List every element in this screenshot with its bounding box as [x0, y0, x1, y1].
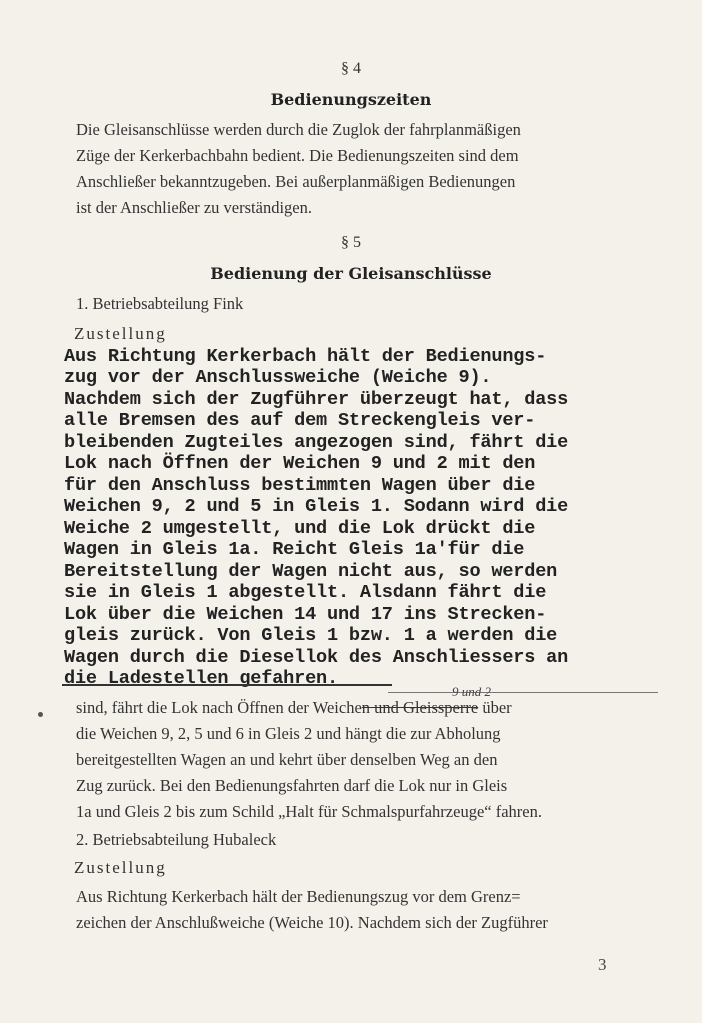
- section-4-line: Anschließer bekanntzugeben. Bei außerplanmäßigen Bedienungen: [76, 172, 516, 191]
- page-number: 3: [598, 955, 607, 974]
- typed-line: Bereitstellung der Wagen nicht aus, so werden: [64, 561, 558, 582]
- final-line: Aus Richtung Kerkerbach hält der Bedienungszug vor dem Grenz=: [76, 887, 521, 906]
- continuation-line: Zug zurück. Bei den Bedienungsfahrten darf die Lok nur in Gleis: [76, 776, 508, 795]
- subsection-1-title: 1. Betriebsabteilung Fink: [76, 294, 244, 313]
- handwritten-correction: 9 und 2: [452, 684, 491, 699]
- continuation-line: [76, 698, 636, 718]
- typed-line: die Ladestellen gefahren.: [64, 668, 338, 689]
- paste-edge-rule: [388, 692, 658, 693]
- typed-line: für den Anschluss bestimmten Wagen über die: [64, 475, 536, 496]
- typed-line: alle Bremsen des auf dem Streckengleis ver-: [64, 410, 536, 431]
- typed-line: Lok nach Öffnen der Weichen 9 und 2 mit den: [64, 453, 536, 474]
- section-4-line: Die Gleisanschlüsse werden durch die Zuglok der fahrplanmäßigen: [76, 120, 521, 139]
- section-4-line: ist der Anschließer zu verständigen.: [76, 198, 312, 217]
- typed-line: Aus Richtung Kerkerbach hält der Bedienungs-: [64, 346, 547, 367]
- typed-line: Wagen in Gleis 1a. Reicht Gleis 1a'für die: [64, 539, 525, 560]
- typed-line: zug vor der Anschlussweiche (Weiche 9).: [64, 367, 492, 388]
- section-4-heading: Bedienungszeiten: [270, 90, 432, 109]
- typed-line: bleibenden Zugteiles angezogen sind, fährt die: [64, 432, 569, 453]
- typed-line: Lok über die Weichen 14 und 17 ins Strecken-: [64, 604, 547, 625]
- section-5-number: § 5: [341, 234, 361, 251]
- section-5-heading: Bedienung der Gleisanschlüsse: [210, 264, 492, 283]
- continuation-line: die Weichen 9, 2, 5 und 6 in Gleis 2 und hängt die zur Abholung: [76, 724, 501, 743]
- struck-text: n und Gleissperre: [361, 698, 479, 717]
- typed-line: gleis zurück. Von Gleis 1 bzw. 1 a werden die: [64, 625, 558, 646]
- typed-underline: [62, 684, 392, 686]
- continuation-text-end: über: [478, 698, 512, 717]
- margin-mark: [38, 712, 43, 717]
- label-zustellung-2: Zustellung: [74, 858, 167, 877]
- continuation-text: sind, fährt die Lok nach Öffnen der Weiche: [76, 698, 362, 717]
- final-line: zeichen der Anschlußweiche (Weiche 10). Nachdem sich der Zugführer: [76, 913, 548, 932]
- subsection-2-title: 2. Betriebsabteilung Hubaleck: [76, 830, 277, 849]
- typed-line: Weichen 9, 2 und 5 in Gleis 1. Sodann wird die: [64, 496, 569, 517]
- typed-line: Weiche 2 umgestellt, und die Lok drückt die: [64, 518, 536, 539]
- label-zustellung-1: Zustellung: [74, 324, 167, 343]
- typed-line: Wagen durch die Diesellok des Anschliessers an: [64, 647, 569, 668]
- typed-line: Nachdem sich der Zugführer überzeugt hat, dass: [64, 389, 569, 410]
- continuation-line: 1a und Gleis 2 bis zum Schild „Halt für Schmalspurfahrzeuge“ fahren.: [76, 802, 542, 821]
- section-4-line: Züge der Kerkerbachbahn bedient. Die Bedienungszeiten sind dem: [76, 146, 519, 165]
- continuation-line: bereitgestellten Wagen an und kehrt über denselben Weg an den: [76, 750, 498, 769]
- section-4-number: § 4: [341, 60, 361, 77]
- typed-line: sie in Gleis 1 abgestellt. Alsdann fährt die: [64, 582, 547, 603]
